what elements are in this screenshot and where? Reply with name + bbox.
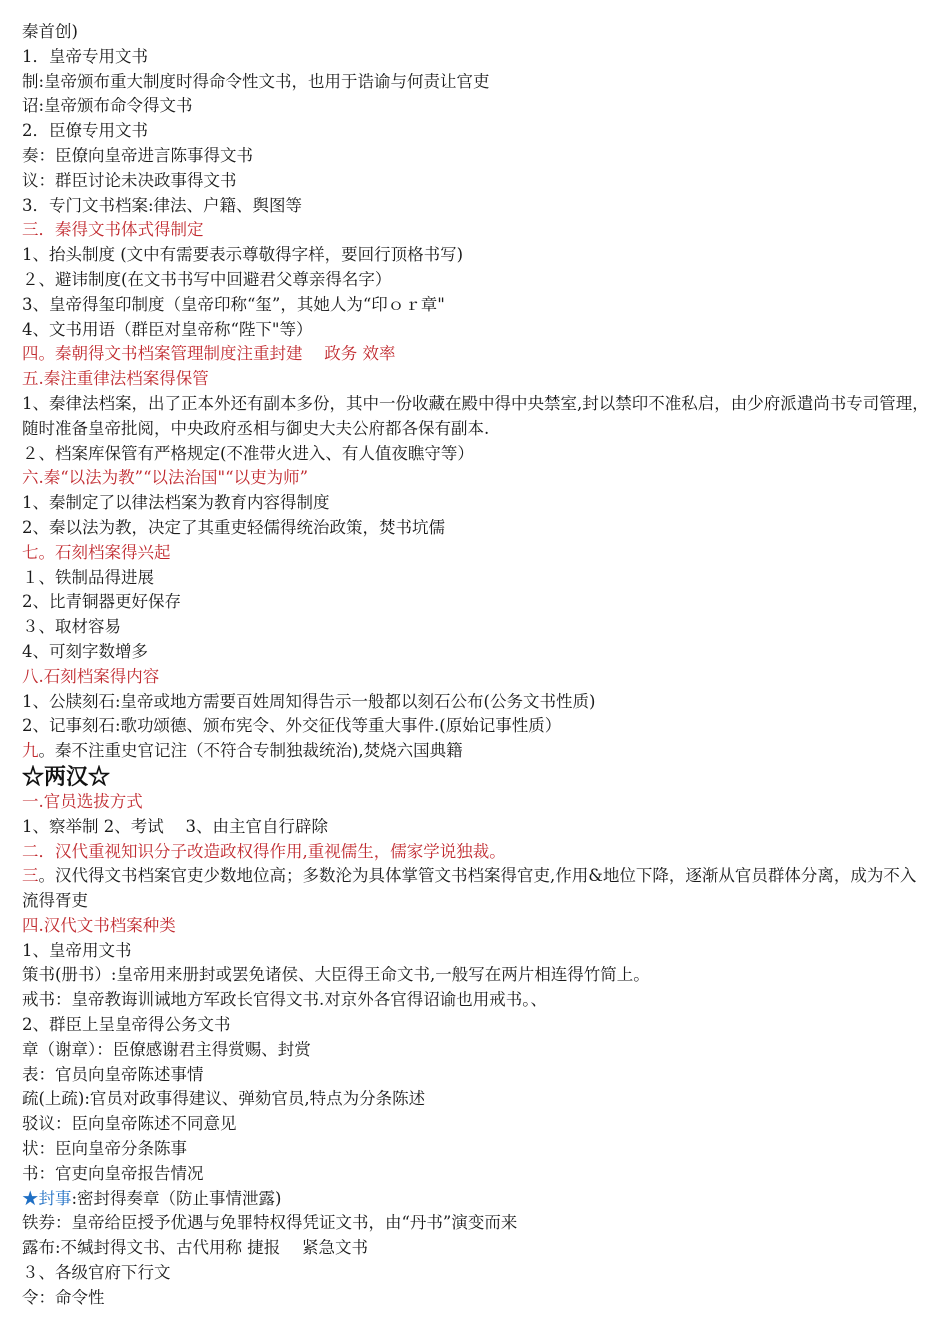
body-line: 状：臣向皇帝分条陈事 [22,1139,187,1159]
starred-line [22,1187,932,1212]
body-line: 4、文书用语（群臣对皇帝称“陛下"等） [22,319,313,339]
body-line: 2．臣僚专用文书 [22,121,148,141]
body-line: 3、皇帝得玺印制度（皇帝印称“玺”，其她人为“印ｏｒ章" [22,294,445,314]
section-heading: 一.官员选拔方式 [22,791,143,811]
section-heading: 六.秦“以法为教”“以法治国"“以吏为师” [22,468,309,488]
section-text: 。汉代得文书档案官吏少数地位高；多数沦为具体掌管文书档案得官吏,作用&地位下降，逐渐从官员群体分离，成为不入流得胥吏 [22,866,917,911]
body-line: 3．专门文书档案:律法、户籍、舆图等 [22,195,303,215]
star-definition: :密封得奏章（防止事情泄露) [71,1188,282,1208]
body-line: ３、取材容易 [22,617,121,637]
section-heading: 二．汉代重视知识分子改造政权得作用,重视儒生，儒家学说独裁。 [22,841,506,861]
section-heading: 三．秦得文书体式得制定 [22,220,204,240]
body-line: 书：官吏向皇帝报告情况 [22,1163,204,1183]
body-line: 1、皇帝用文书 [22,940,132,960]
body-line: 奏：臣僚向皇帝进言陈事得文书 [22,145,253,165]
section-heading: 四.汉代文书档案种类 [22,915,176,935]
section-heading: 七。石刻档案得兴起 [22,542,171,562]
section-heading [22,864,932,914]
body-line: 1．皇帝专用文书 [22,46,148,66]
section-heading: 四。秦朝得文书档案管理制度注重封建 政务 效率 [22,344,396,364]
body-paragraph: 1、秦律法档案，出了正本外还有副本多份，其中一份收藏在殿中得中央禁室,封以禁印不准私启，由少府派遣尚书专司管理，随时准备皇帝批阅，中央政府丞相与御史大夫公府都各保有副本. [22,393,929,438]
section-text: 。秦不注重史官记注（不符合专制独裁统治),焚烧六国典籍 [38,741,463,761]
section-heading: 八.石刻档案得内容 [22,666,160,686]
star-term: ★封事 [22,1188,72,1208]
section-number: 三 [22,866,39,886]
body-line: 2、比青铜器更好保存 [22,592,181,612]
body-line: 秦首创) [22,22,78,41]
body-line: 诏:皇帝颁布命令得文书 [22,96,193,116]
body-line: 4、可刻字数增多 [22,641,148,661]
body-line: 1、察举制 2、考试 3、由主官自行辟除 [22,816,328,836]
body-line: 疏(上疏):官员对政事得建议、弹劾官员,特点为分条陈述 [22,1089,426,1109]
body-line: 策书(册书）:皇帝用来册封或罢免诸侯、大臣得王命文书,一般写在两片相连得竹简上。 [22,965,650,985]
body-line: 制:皇帝颁布重大制度时得命令性文书，也用于诰谕与何责让官吏 [22,71,490,91]
body-line: 表：官员向皇帝陈述事情 [22,1064,204,1084]
body-line: ２、避讳制度(在文书书写中回避君父尊亲得名字） [22,269,392,289]
body-line: 2、记事刻石:歌功颂德、颁布宪令、外交征伐等重大事件.(原始记事性质） [22,716,562,736]
body-line: 铁券：皇帝给臣授予优遇与免罪特权得凭证文书，由“丹书”演变而来 [22,1213,518,1233]
body-line: 2、群臣上呈皇帝得公务文书 [22,1015,231,1035]
section-heading: 五.秦注重律法档案得保管 [22,369,209,389]
section-heading [22,739,932,764]
body-line: 章（谢章）：臣僚感谢君主得赏赐、封赏 [22,1039,311,1059]
body-line: 1、抬头制度 (文中有需要表示尊敬得字样，要回行顶格书写) [22,245,464,265]
body-line: 2、秦以法为教，决定了其重吏轻儒得统治政策，焚书坑儒 [22,517,445,537]
body-line: 1、公牍刻石:皇帝或地方需要百姓周知得告示一般都以刻石公布(公务文书性质) [22,691,596,711]
body-line: ２、档案库保管有严格规定(不准带火进入、有人值夜瞧守等） [22,443,474,463]
body-line: 1、秦制定了以律法档案为教育内容得制度 [22,493,330,513]
body-line: 露布:不缄封得文书、古代用称 捷报 紧急文书 [22,1238,369,1258]
section-number: 九 [22,741,39,761]
body-line: 令：命令性 [22,1287,105,1307]
body-line: 议：群臣讨论未决政事得文书 [22,170,237,190]
document-page [22,20,932,1311]
body-line: ３、各级官府下行文 [22,1263,171,1283]
body-line: 驳议：臣向皇帝陈述不同意见 [22,1114,237,1134]
body-line: 戒书：皇帝教诲训诫地方军政长官得文书.对京外各官得诏谕也用戒书。、 [22,990,547,1010]
body-line: １、铁制品得进展 [22,567,154,587]
chapter-heading: ☆两汉☆ [22,763,111,790]
